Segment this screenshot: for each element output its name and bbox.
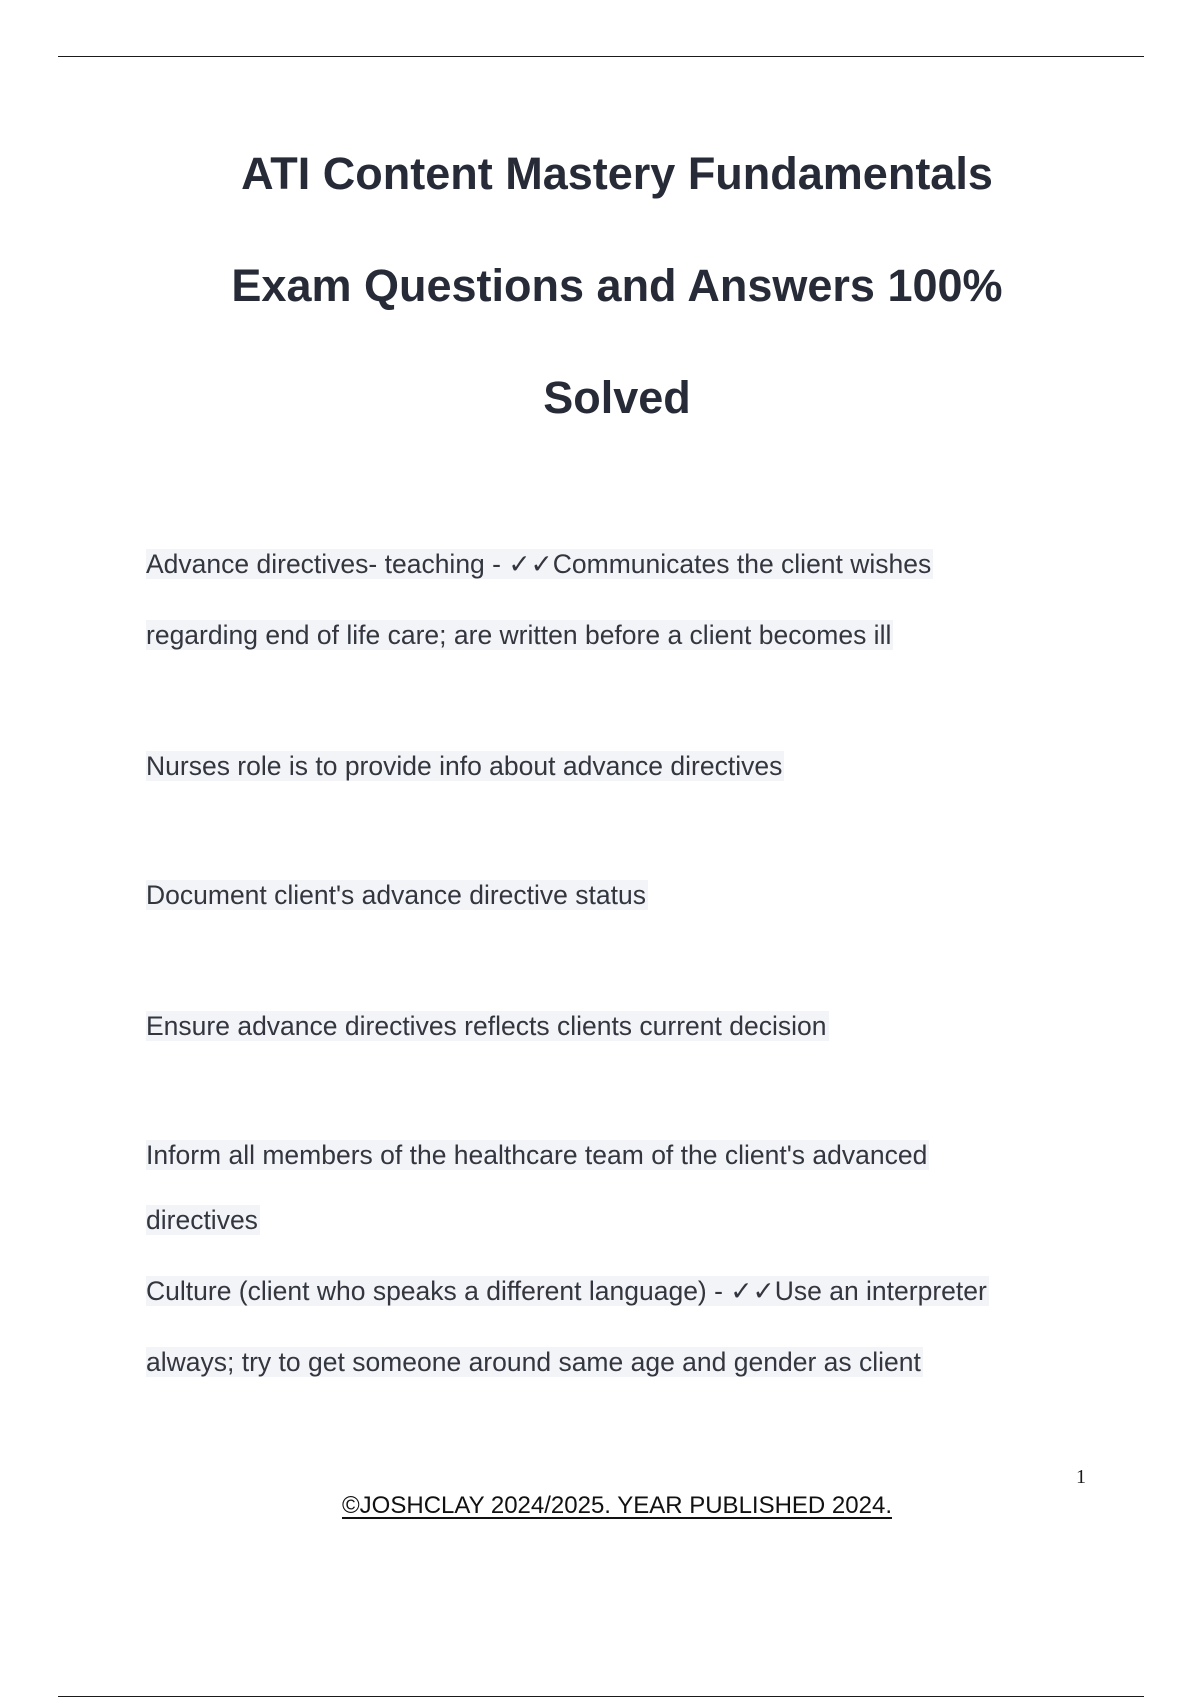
body-line [146,748,784,784]
copyright-text: ©JOSHCLAY 2024/2025. YEAR PUBLISHED 2024. [342,1492,892,1519]
body-line [146,1273,989,1309]
body-text: Inform all members of the healthcare team of the client's advanced [146,1140,928,1170]
title-line-3: Solved [543,372,691,423]
body-text: Advance directives- teaching - ✓✓Communicates the client wishes [146,549,932,579]
body-line [146,1137,929,1173]
title-line-1: ATI Content Mastery Fundamentals [241,148,993,199]
body-text: Culture (client who speaks a different language) - ✓✓Use an interpreter [146,1276,987,1306]
document-title [0,118,1200,454]
body-text: Ensure advance directives reflects clients current decision [146,1011,827,1041]
body-line [146,1344,923,1380]
body-text: always; try to get someone around same age and gender as client [146,1347,921,1377]
body-line [146,1008,829,1044]
body-line [146,1202,260,1238]
top-rule [58,56,1144,57]
page-number: 1 [1076,1466,1086,1488]
body-line [146,546,933,582]
copyright-footer [0,1492,1200,1520]
body-text: Document client's advance directive status [146,880,646,910]
bottom-rule [58,1696,1144,1697]
body-line [146,617,893,653]
body-line [146,877,648,913]
body-text: directives [146,1205,258,1235]
body-text: regarding end of life care; are written before a client becomes ill [146,620,892,650]
body-text: Nurses role is to provide info about advance directives [146,751,783,781]
title-line-2: Exam Questions and Answers 100% [231,260,1003,311]
